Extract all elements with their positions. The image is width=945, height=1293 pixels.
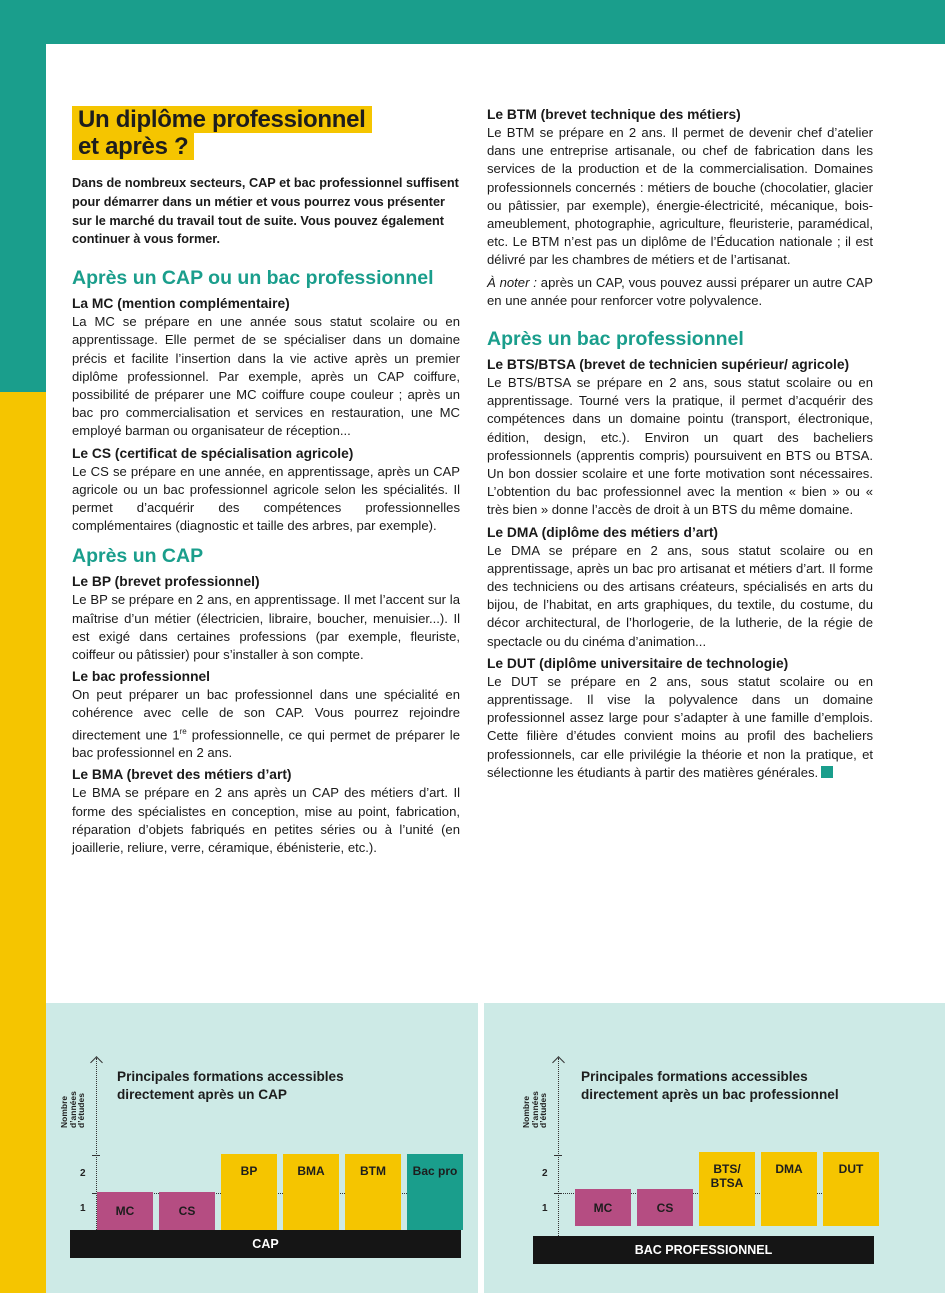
diagram-bac-tick <box>554 1155 562 1156</box>
bma-title: Le BMA (brevet des métiers d’art) <box>72 767 292 783</box>
diagram-cap-tick-1: 1 <box>80 1203 86 1214</box>
dut-text-body: Le DUT se prépare en 2 ans, sous statut scolaire ou en apprentissage. Il vise la polyvalence dans un domaine professionnel assez large pour s’adapter à une famille d’emplois. Cette filière d’études convient moins au profil des bacheliers professionnels, car elle privilégie la théorie et non la pratique, et sélectionne les étudiants à partir des matières générales. <box>487 673 873 780</box>
diagram-bar-bac-pro: Bac pro <box>407 1154 463 1230</box>
dut-title: Le DUT (diplôme universitaire de technologie) <box>487 655 789 671</box>
diagram-bar-cs: CS <box>159 1192 215 1230</box>
bacpro-text-a: On peut préparer un bac professionnel dans une spécialité en cohérence avec celle de son CAP. Vous pourrez rejoindre directement une 1 <box>72 687 460 742</box>
diagram-bar-dut: DUT <box>823 1152 879 1226</box>
bacpro-text <box>72 686 460 762</box>
diagram-bac-ylabel: Nombre d’années d’études <box>521 1091 548 1128</box>
diagram-bar-mc: MC <box>575 1189 631 1226</box>
diagram-bac-tick-2: 2 <box>542 1168 548 1179</box>
dut-text <box>487 673 873 782</box>
diagram-bar-dma: DMA <box>761 1152 817 1226</box>
note-label: À noter : <box>487 274 537 290</box>
title-line-2: et après ? <box>72 133 194 160</box>
heading-after-cap: Après un CAP <box>72 545 204 568</box>
mc-title: La MC (mention complémentaire) <box>72 296 290 312</box>
diagram-cap-title <box>117 1068 344 1104</box>
cs-title: Le CS (certificat de spécialisation agricole) <box>72 445 354 461</box>
diagram-cap-title-1: Principales formations accessibles <box>117 1069 344 1084</box>
left-teal-band <box>0 0 46 392</box>
diagram-bar-cs: CS <box>637 1189 693 1226</box>
left-column <box>72 106 460 861</box>
diagram-cap-tick <box>92 1155 100 1156</box>
bacpro-text-sup: re <box>179 726 187 736</box>
diagram-bac-title-2: directement après un bac professionnel <box>581 1087 839 1102</box>
diagram-bar-btm: BTM <box>345 1154 401 1230</box>
btm-note <box>487 274 873 310</box>
diagram-bac-axis <box>558 1058 560 1236</box>
bma-text: Le BMA se prépare en 2 ans après un CAP des métiers d’art. Il forme des spécialistes en conception, mise au point, fabrication, réparation d’objets fabriqués en petites séries ou à l’unité (en joaillerie, reliure, verre, céramique, ébénisterie, etc.). <box>72 785 460 856</box>
diagram-cap-tick-2: 2 <box>80 1168 86 1179</box>
mc-text: La MC se prépare en une année sous statut scolaire ou en apprentissage. Elle permet de se spécialiser dans un domaine précis et facilite l’insertion dans la vie active après un premier diplôme professionnel. Par exemple, après un CAP coiffure, possibilité de préparer une MC coiffure coupe couleur ; après un bac pro commercialisation et services en restauration, une MC employé barman ou organisateur de réception... <box>72 314 460 439</box>
bacpro-title: Le bac professionnel <box>72 669 211 685</box>
diagram-bac-tick-1: 1 <box>542 1203 548 1214</box>
bts-text: Le BTS/BTSA se prépare en 2 ans, sous statut scolaire ou en apprentissage. Tourné vers la pratique, il permet d’acquérir des compétences dans un domaine pointu (transport, électronique, édition, design, etc.). Environ un quart des bacheliers professionnels (apprentis compris) poursuivent en BTS ou BTSA. Un bon dossier scolaire et une forte motivation sont nécessaires. L’obtention du bac professionnel avec la mention « bien » ou « très bien » donne l’accès de droit à un BTS du même domaine. <box>487 375 873 518</box>
page-title <box>72 106 460 160</box>
heading-after-bac: Après un bac professionnel <box>487 328 744 351</box>
bp-title: Le BP (brevet professionnel) <box>72 574 260 590</box>
intro-paragraph: Dans de nombreux secteurs, CAP et bac professionnel suffisent pour démarrer dans un métier et vous pourrez vous présenter sur le marché du travail tout de suite. Vous pouvez également continuer à vous former. <box>72 176 459 247</box>
end-mark-icon <box>821 766 833 778</box>
bp-text: Le BP se prépare en 2 ans, en apprentissage. Il met l’accent sur la maîtrise d’un métier (électricien, libraire, boucher, menuisier...). Il est exigé dans certaines professions (par exemple, fleuriste, coiffeur ou pâtissier) pour s’installer à son compte. <box>72 592 460 663</box>
bts-title: Le BTS/BTSA (brevet de technicien supérieur/ agricole) <box>487 357 850 373</box>
diagram-bar-mc: MC <box>97 1192 153 1230</box>
bacpro-text-b: professionnelle, ce qui permet de préparer le bac professionnel en 2 ans. <box>72 727 460 761</box>
diagram-cap-base: CAP <box>70 1230 461 1258</box>
diagram-cap-title-2: directement après un CAP <box>117 1087 287 1102</box>
diagram-cap-ylabel: Nombre d’années d’études <box>59 1091 86 1128</box>
diagram-bar-bp: BP <box>221 1154 277 1230</box>
cs-text: Le CS se prépare en une année, en apprentissage, après un CAP agricole ou un bac professionnel agricole selon les spécialités. Il permet d’acquérir des compétences professionnelles complémentaires (diagnostic et taille des arbres, par exemple). <box>72 463 460 534</box>
diagram-bar-bts-btsa: BTS/ BTSA <box>699 1152 755 1226</box>
title-line-1: Un diplôme professionnel <box>72 106 372 133</box>
top-teal-band <box>0 0 945 44</box>
diagram-bar-bma: BMA <box>283 1154 339 1230</box>
right-column <box>487 106 873 786</box>
diagram-bac-title <box>581 1068 839 1104</box>
diagram-bac-title-1: Principales formations accessibles <box>581 1069 808 1084</box>
btm-text: Le BTM se prépare en 2 ans. Il permet de devenir chef d’atelier dans une entreprise artisanale, ou chef de fabrication dans les services de la production et de la commercialisation. Domaines professionnels concernés : métiers de bouche (chocolatier, glacier ou pâtissier, par exemple), énergie-électricité, mécanique, bois-ameublement, photographie, agriculture, fleuristerie, paramédical, etc. Le BTM n’est pas un diplôme de l’Éducation nationale ; il est délivré par les chambres de métiers et de l’artisanat. <box>487 125 873 268</box>
heading-cap-or-bac: Après un CAP ou un bac professionnel <box>72 267 434 290</box>
diagram-bac-base: BAC PROFESSIONNEL <box>533 1236 874 1264</box>
btm-title: Le BTM (brevet technique des métiers) <box>487 107 741 122</box>
left-yellow-band <box>0 392 46 1293</box>
note-text: après un CAP, vous pouvez aussi préparer un autre CAP en une année pour renforcer votre polyvalence. <box>487 274 873 308</box>
dma-text: Le DMA se prépare en 2 ans, sous statut scolaire ou en apprentissage, après un bac pro artisanat et métiers d’art. Il forme des techniciens ou des artisans créateurs, spécialisés en arts du bijou, de l’habitat, en arts graphiques, du textile, du costume, du décor architectural, de l’horlogerie, de la lutherie, de la régie de spectacle ou du cinéma d’animation... <box>487 542 873 649</box>
dma-title: Le DMA (diplôme des métiers d’art) <box>487 524 719 540</box>
